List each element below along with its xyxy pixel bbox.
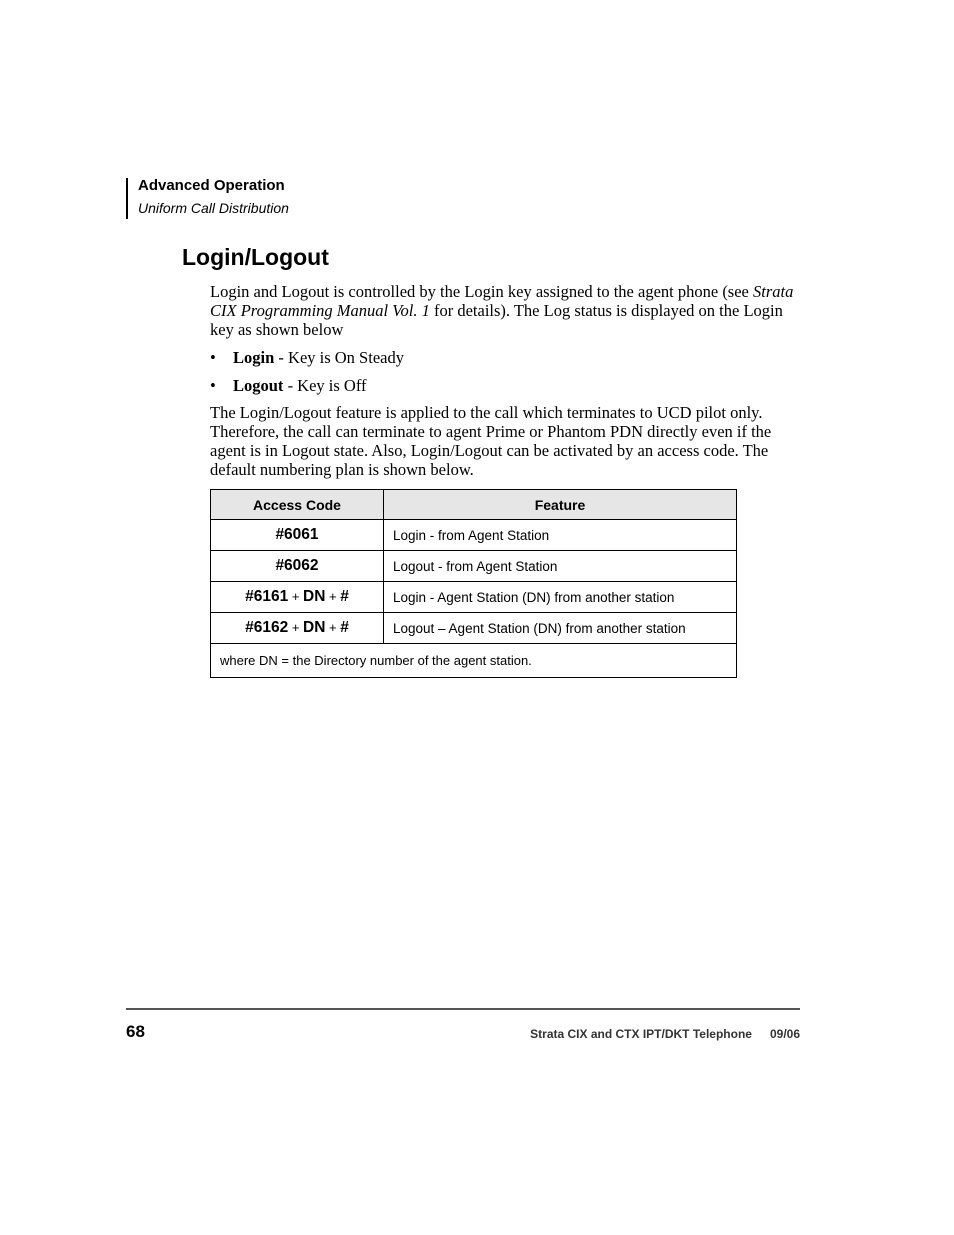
table-note-row [211,644,737,678]
dn-token: DN [303,619,326,636]
hash-token: # [340,588,349,605]
table-row [211,613,737,644]
intro-text-1: Login and Logout is controlled by the Login key assigned to the agent phone (see [210,282,754,301]
access-code-cell: #6062 [211,551,384,582]
table-row [211,520,737,551]
intro-text-2: for details). The Log status is displayed on the Login key as shown below [210,301,783,339]
table-note: where DN = the Directory number of the agent station. [211,644,737,678]
footer-date: 09/06 [769,1027,800,1041]
plus-sign: + [288,620,304,635]
code-prefix: #6162 [245,619,289,636]
plus-sign: + [288,589,304,604]
intro-paragraph [210,282,800,339]
code-prefix: #6161 [245,588,289,605]
feature-cell: Login - Agent Station (DN) from another station [384,582,737,613]
bullet-login [210,348,404,367]
footer-doc-title: Strata CIX and CTX IPT/DKT Telephone [530,1027,752,1041]
bullet-term: Logout [233,376,284,395]
access-code-cell [211,613,384,644]
feature-cell: Logout – Agent Station (DN) from another station [384,613,737,644]
plus-sign: + [325,620,341,635]
manual-reference: Strata CIX Programming Manual Vol. 1 [210,282,794,320]
hash-token: # [340,619,349,636]
description-paragraph: The Login/Logout feature is applied to the call which terminates to UCD pilot only. Therefore, the call can terminate to agent Prime or Phantom PDN directly even if the agent is in Logout state. Also, Login/Logout can be activated by an access code. The default numbering plan is shown below. [210,403,772,479]
header-access-code: Access Code [211,490,384,520]
page-title: Login/Logout [182,244,329,270]
plus-sign: + [325,589,341,604]
footer-doc-info [530,1027,800,1041]
feature-cell: Logout - from Agent Station [384,551,737,582]
access-code-cell: #6061 [211,520,384,551]
access-code-table [210,489,737,678]
subsection-title: Uniform Call Distribution [138,200,289,216]
table-row [211,582,737,613]
header-rule [126,178,128,219]
bullet-dot: • [210,348,216,367]
page-number: 68 [126,1022,145,1041]
footer-rule [126,1008,800,1010]
bullet-desc: - Key is Off [283,376,367,395]
bullet-desc: - Key is On Steady [274,348,404,367]
dn-token: DN [303,588,326,605]
bullet-dot: • [210,376,216,395]
access-code-cell [211,582,384,613]
feature-cell: Login - from Agent Station [384,520,737,551]
header-feature: Feature [384,490,737,520]
bullet-logout [210,376,367,395]
table-header-row [211,490,737,520]
bullet-term: Login [233,348,275,367]
section-title: Advanced Operation [138,177,285,194]
table-row [211,551,737,582]
